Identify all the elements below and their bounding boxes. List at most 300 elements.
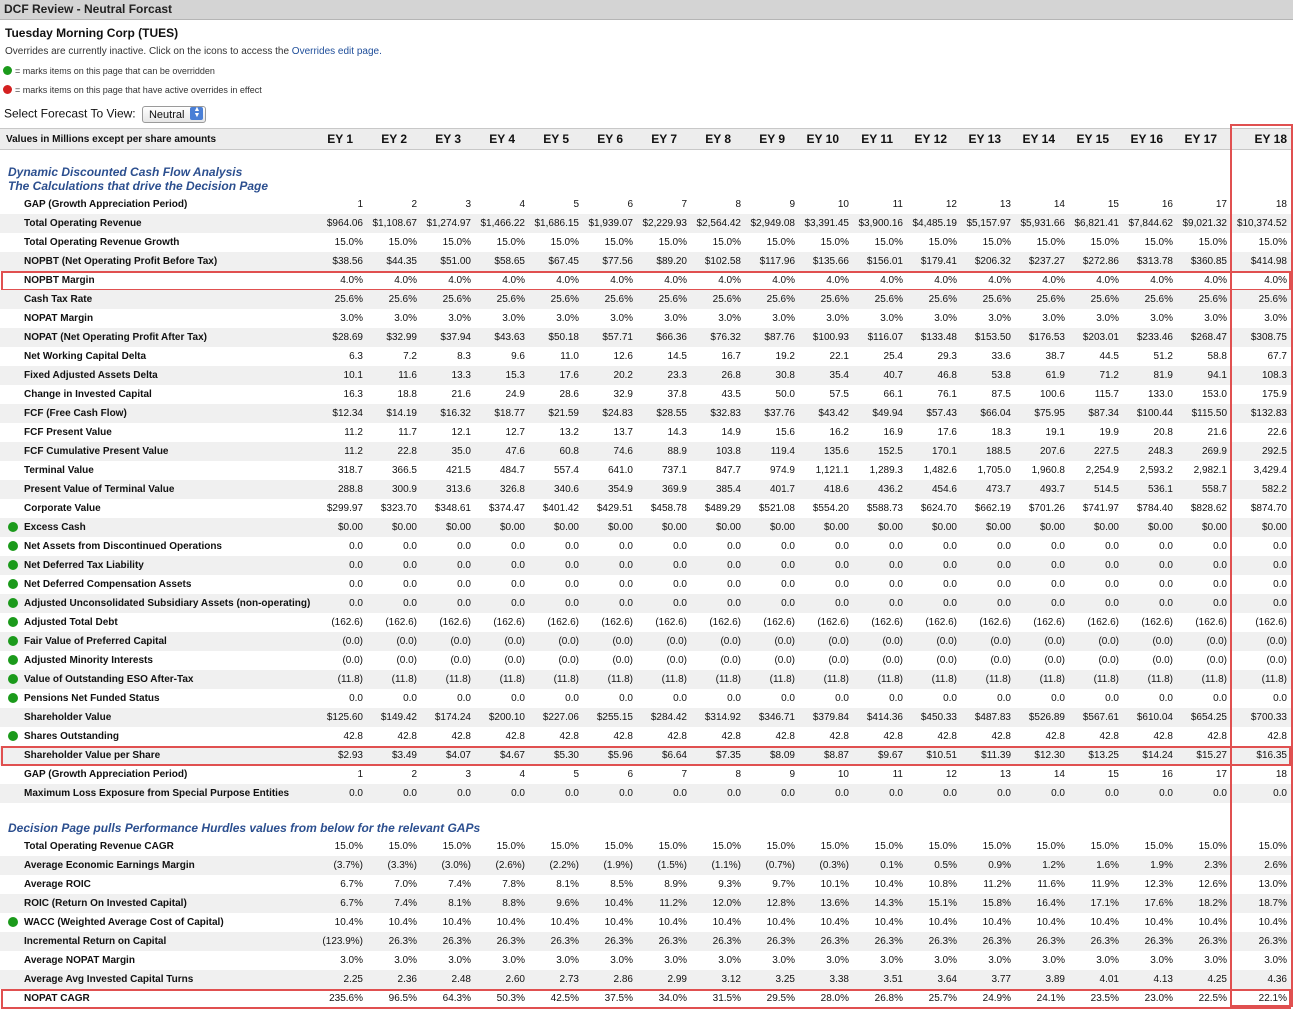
table-cell: 17.6 xyxy=(559,370,579,381)
table-cell: 23.3 xyxy=(667,370,687,381)
table-cell: 8.8% xyxy=(502,898,525,909)
table-cell: 23.5% xyxy=(1090,993,1119,1004)
table-cell: 3.0% xyxy=(610,313,633,324)
table-cell: 15.0% xyxy=(1258,237,1287,248)
table-cell: $16.35 xyxy=(1256,750,1287,761)
table-cell: (162.6) xyxy=(1195,617,1227,628)
table-cell: 0.0 xyxy=(349,598,363,609)
row-highlight xyxy=(1,746,1291,766)
table-cell: $0.00 xyxy=(1261,522,1287,533)
override-dot-icon[interactable] xyxy=(8,731,18,741)
table-cell: 4.0% xyxy=(1042,275,1065,286)
table-cell: 0.0 xyxy=(835,541,849,552)
table-cell: 25.6% xyxy=(442,294,471,305)
table-cell: 6 xyxy=(627,199,633,210)
table-cell: (2.6%) xyxy=(495,860,525,871)
table-cell: 152.5 xyxy=(877,446,903,457)
override-dot-icon[interactable] xyxy=(8,560,18,570)
table-cell: 1,482.6 xyxy=(923,465,957,476)
table-cell: 0.0 xyxy=(889,788,903,799)
table-cell: 0.0 xyxy=(727,598,741,609)
table-cell: (0.0) xyxy=(504,636,525,647)
table-cell: 15.0% xyxy=(658,841,687,852)
table-cell: 51.2 xyxy=(1153,351,1173,362)
table-cell: $1,686.15 xyxy=(534,218,579,229)
table-cell: (0.0) xyxy=(342,655,363,666)
table-cell: 10.4% xyxy=(1144,917,1173,928)
table-cell: $0.00 xyxy=(553,522,579,533)
table-cell: $323.70 xyxy=(380,503,417,514)
table-cell: 12.6% xyxy=(1198,879,1227,890)
table-cell: $21.59 xyxy=(548,408,579,419)
table-cell: $133.48 xyxy=(920,332,957,343)
table-cell: 0.0 xyxy=(727,693,741,704)
table-cell: 2,254.9 xyxy=(1085,465,1119,476)
table-cell: 16 xyxy=(1161,769,1173,780)
table-cell: 0.0 xyxy=(1213,598,1227,609)
table-cell: 50.0 xyxy=(775,389,795,400)
table-cell: $313.78 xyxy=(1136,256,1173,267)
table-cell: 24.9% xyxy=(982,993,1011,1004)
legend-green-text: = marks items on this page that can be overridden xyxy=(15,66,215,76)
table-cell: 26.3% xyxy=(982,936,1011,947)
table-cell: 3.0% xyxy=(340,313,363,324)
row-label: Adjusted Total Debt xyxy=(24,617,118,628)
table-cell: $701.26 xyxy=(1028,503,1065,514)
row-label: Shareholder Value xyxy=(24,712,112,723)
table-cell: 15.0% xyxy=(388,237,417,248)
table-cell: 0.0 xyxy=(1213,788,1227,799)
table-row xyxy=(0,347,1293,366)
forecast-select-label: Select Forecast To View: xyxy=(4,106,136,121)
table-cell: 4.01 xyxy=(1099,974,1119,985)
table-cell: 0.0 xyxy=(403,598,417,609)
override-dot-icon[interactable] xyxy=(8,917,18,927)
table-cell: 7 xyxy=(681,199,687,210)
table-cell: $0.00 xyxy=(823,522,849,533)
table-cell: (1.9%) xyxy=(603,860,633,871)
table-cell: 2,593.2 xyxy=(1139,465,1173,476)
table-cell: 288.8 xyxy=(337,484,363,495)
table-cell: 0.0 xyxy=(943,598,957,609)
table-cell: 10.1% xyxy=(820,879,849,890)
table-cell: 557.4 xyxy=(553,465,579,476)
table-cell: $7,844.62 xyxy=(1128,218,1173,229)
table-row xyxy=(0,932,1293,951)
table-cell: 3.0% xyxy=(1150,955,1173,966)
table-cell: 1.9% xyxy=(1150,860,1173,871)
table-cell: 3.0% xyxy=(772,955,795,966)
table-cell: $9,021.32 xyxy=(1182,218,1227,229)
table-cell: $450.33 xyxy=(920,712,957,723)
table-cell: 0.0 xyxy=(781,560,795,571)
table-cell: 10.4% xyxy=(1198,917,1227,928)
table-cell: 11.2 xyxy=(344,446,363,457)
table-cell: $458.78 xyxy=(650,503,687,514)
table-cell: 0.0 xyxy=(943,788,957,799)
table-cell: $100.93 xyxy=(812,332,849,343)
table-cell: 2.48 xyxy=(451,974,471,985)
table-cell: 3.0% xyxy=(556,955,579,966)
table-cell: 12.7 xyxy=(505,427,525,438)
table-cell: 6.7% xyxy=(340,898,363,909)
table-cell: $135.66 xyxy=(812,256,849,267)
row-label: Fixed Adjusted Assets Delta xyxy=(24,370,158,381)
table-cell: $1,274.97 xyxy=(426,218,471,229)
table-cell: (11.8) xyxy=(607,674,633,685)
overrides-edit-link[interactable]: Overrides edit page. xyxy=(291,46,382,57)
row-label: Adjusted Unconsolidated Subsidiary Assets (non-operating) xyxy=(24,598,311,609)
table-cell: $284.42 xyxy=(650,712,687,723)
table-cell: 0.0 xyxy=(1273,579,1287,590)
table-cell: 0.0 xyxy=(727,579,741,590)
table-cell: 33.6 xyxy=(991,351,1011,362)
table-cell: 42.8 xyxy=(343,731,363,742)
table-cell: 0.0 xyxy=(943,560,957,571)
table-cell: (0.0) xyxy=(936,636,957,647)
forecast-select[interactable] xyxy=(142,106,206,123)
table-cell: 0.0 xyxy=(619,579,633,590)
row-label: NOPBT (Net Operating Profit Before Tax) xyxy=(24,256,218,267)
table-cell: $179.41 xyxy=(920,256,957,267)
row-label: Value of Outstanding ESO After-Tax xyxy=(24,674,194,685)
overrides-note xyxy=(5,46,382,57)
table-cell: 0.0 xyxy=(727,560,741,571)
table-cell: 292.5 xyxy=(1261,446,1287,457)
table-row xyxy=(0,518,1293,537)
table-cell: $11.39 xyxy=(981,750,1011,761)
table-cell: 4.36 xyxy=(1267,974,1287,985)
table-cell: 10.4% xyxy=(496,917,525,928)
override-dot-icon[interactable] xyxy=(8,693,18,703)
row-label: FCF (Free Cash Flow) xyxy=(24,408,127,419)
table-cell: $0.00 xyxy=(931,522,957,533)
table-cell: 0.0 xyxy=(1051,541,1065,552)
table-cell: (0.0) xyxy=(720,636,741,647)
table-cell: $255.15 xyxy=(596,712,633,723)
table-cell: 13 xyxy=(999,199,1011,210)
override-dot-icon[interactable] xyxy=(8,598,18,608)
table-cell: 42.8 xyxy=(883,731,903,742)
column-header: EY 5 xyxy=(543,132,569,146)
table-cell: 26.3% xyxy=(388,936,417,947)
table-cell: 3 xyxy=(465,199,471,210)
table-cell: 22.6 xyxy=(1267,427,1287,438)
table-cell: 4.0% xyxy=(772,275,795,286)
table-cell: 493.7 xyxy=(1039,484,1065,495)
table-cell: $268.47 xyxy=(1190,332,1227,343)
section-dcf-subtitle: The Calculations that drive the Decision Page xyxy=(8,179,269,193)
table-cell: 0.0 xyxy=(673,560,687,571)
row-label: Average Avg Invested Capital Turns xyxy=(24,974,194,985)
table-cell: 40.7 xyxy=(883,370,903,381)
table-cell: 3.0% xyxy=(556,313,579,324)
table-cell: $12.30 xyxy=(1034,750,1065,761)
table-cell: 26.3% xyxy=(712,936,741,947)
table-cell: 6.3 xyxy=(349,351,363,362)
table-cell: 974.9 xyxy=(769,465,795,476)
table-cell: (0.0) xyxy=(828,636,849,647)
table-cell: (11.8) xyxy=(1147,674,1173,685)
table-cell: 15.0% xyxy=(1198,237,1227,248)
table-cell: 100.6 xyxy=(1039,389,1065,400)
table-cell: 4.0% xyxy=(502,275,525,286)
table-cell: $77.56 xyxy=(602,256,633,267)
table-cell: 15.0% xyxy=(1258,841,1287,852)
company-name: Tuesday Morning Corp (TUES) xyxy=(5,26,179,40)
table-cell: $12.34 xyxy=(332,408,363,419)
table-cell: 15.0% xyxy=(820,237,849,248)
override-dot-icon[interactable] xyxy=(8,541,18,551)
table-cell: 25.6% xyxy=(982,294,1011,305)
table-cell: 0.0 xyxy=(619,560,633,571)
table-cell: (0.0) xyxy=(342,636,363,647)
row-label: GAP (Growth Appreciation Period) xyxy=(24,769,188,780)
table-cell: 61.9 xyxy=(1045,370,1065,381)
table-cell: 0.0 xyxy=(349,560,363,571)
table-cell: (0.0) xyxy=(936,655,957,666)
table-cell: (162.6) xyxy=(601,617,633,628)
column-header: EY 12 xyxy=(914,132,947,146)
override-dot-icon[interactable] xyxy=(8,655,18,665)
table-cell: 13.7 xyxy=(613,427,633,438)
table-cell: 313.6 xyxy=(445,484,471,495)
column-header: EY 4 xyxy=(489,132,515,146)
override-dot-icon[interactable] xyxy=(8,579,18,589)
table-cell: 31.5% xyxy=(712,993,741,1004)
table-cell: 1.2% xyxy=(1042,860,1065,871)
table-cell: 3.25 xyxy=(775,974,795,985)
row-label: Shareholder Value per Share xyxy=(24,750,161,761)
table-cell: 66.1 xyxy=(883,389,903,400)
table-cell: $43.63 xyxy=(494,332,525,343)
table-cell: 4.0% xyxy=(1204,275,1227,286)
table-cell: 16.3 xyxy=(343,389,363,400)
table-cell: 3.0% xyxy=(394,313,417,324)
table-cell: $18.77 xyxy=(494,408,525,419)
table-cell: $0.00 xyxy=(769,522,795,533)
table-cell: $0.00 xyxy=(661,522,687,533)
table-cell: (0.0) xyxy=(882,636,903,647)
table-cell: 7.4% xyxy=(448,879,471,890)
table-header xyxy=(0,128,1293,150)
table-cell: 3.51 xyxy=(883,974,903,985)
table-cell: 235.6% xyxy=(329,993,363,1004)
table-cell: 0.0 xyxy=(835,693,849,704)
table-cell: 0.0 xyxy=(997,788,1011,799)
table-cell: 3.38 xyxy=(829,974,849,985)
table-cell: $14.19 xyxy=(386,408,417,419)
table-cell: 3.0% xyxy=(1096,313,1119,324)
table-cell: 47.6 xyxy=(505,446,525,457)
table-cell: 26.3% xyxy=(1036,936,1065,947)
override-dot-icon[interactable] xyxy=(8,674,18,684)
table-cell: 15.0% xyxy=(982,237,1011,248)
table-cell: 42.8 xyxy=(613,731,633,742)
table-cell: 15.0% xyxy=(334,237,363,248)
table-cell: 34.0% xyxy=(658,993,687,1004)
table-cell: 4.0% xyxy=(664,275,687,286)
table-cell: 44.5 xyxy=(1099,351,1119,362)
table-cell: 71.2 xyxy=(1099,370,1119,381)
table-cell: 0.0 xyxy=(835,579,849,590)
window-title: DCF Review - Neutral Forcast xyxy=(4,2,173,16)
table-cell: 0.0 xyxy=(457,541,471,552)
table-row xyxy=(0,837,1293,856)
table-cell: 318.7 xyxy=(337,465,363,476)
table-cell: 26.3% xyxy=(604,936,633,947)
table-cell: 7.0% xyxy=(394,879,417,890)
table-cell: 385.4 xyxy=(715,484,741,495)
table-row xyxy=(0,765,1293,784)
table-cell: 42.8 xyxy=(829,731,849,742)
table-cell: 514.5 xyxy=(1093,484,1119,495)
table-cell: 4.25 xyxy=(1207,974,1227,985)
table-cell: $149.42 xyxy=(380,712,417,723)
table-cell: 32.9 xyxy=(613,389,633,400)
table-cell: (11.8) xyxy=(553,674,579,685)
table-cell: 473.7 xyxy=(985,484,1011,495)
table-cell: 2.60 xyxy=(505,974,525,985)
table-cell: 14.5 xyxy=(667,351,687,362)
table-cell: 207.6 xyxy=(1039,446,1065,457)
table-cell: 0.0 xyxy=(943,693,957,704)
table-cell: 8.1% xyxy=(448,898,471,909)
header-label: Values in Millions except per share amounts xyxy=(6,134,217,145)
table-cell: 3.89 xyxy=(1045,974,1065,985)
table-cell: $102.58 xyxy=(704,256,741,267)
table-cell: 0.0 xyxy=(889,693,903,704)
table-cell: $0.00 xyxy=(715,522,741,533)
table-cell: (162.6) xyxy=(871,617,903,628)
table-cell: (3.7%) xyxy=(333,860,363,871)
override-dot-icon[interactable] xyxy=(8,522,18,532)
table-cell: 2.36 xyxy=(397,974,417,985)
table-cell: 10 xyxy=(837,769,849,780)
table-cell: $32.83 xyxy=(710,408,741,419)
column-header: EY 2 xyxy=(381,132,407,146)
table-row xyxy=(0,670,1293,689)
table-cell: 0.0 xyxy=(1105,788,1119,799)
table-cell: 15 xyxy=(1107,199,1119,210)
table-row xyxy=(0,366,1293,385)
table-cell: 0.0 xyxy=(1159,598,1173,609)
table-cell: 15.8% xyxy=(982,898,1011,909)
table-cell: 19.1 xyxy=(1045,427,1065,438)
table-cell: 14.3 xyxy=(667,427,687,438)
table-cell: $308.75 xyxy=(1250,332,1287,343)
row-label: NOPBT Margin xyxy=(24,275,95,286)
table-cell: 15.0% xyxy=(1144,237,1173,248)
table-cell: 2.3% xyxy=(1204,860,1227,871)
override-dot-icon[interactable] xyxy=(8,636,18,646)
column-header: EY 9 xyxy=(759,132,785,146)
table-cell: 10.4% xyxy=(604,898,633,909)
table-cell: $57.71 xyxy=(602,332,633,343)
table-cell: 25.6% xyxy=(928,294,957,305)
table-cell: 25.6% xyxy=(1198,294,1227,305)
table-cell: 22.8 xyxy=(397,446,417,457)
table-cell: $5,157.97 xyxy=(966,218,1011,229)
table-cell: $38.56 xyxy=(332,256,363,267)
select-arrows-icon: ▲ ▼ xyxy=(190,107,203,120)
table-cell: 0.0 xyxy=(1051,788,1065,799)
table-cell: 12.3% xyxy=(1144,879,1173,890)
table-cell: 6.7% xyxy=(340,879,363,890)
column-header: EY 16 xyxy=(1130,132,1163,146)
table-cell: 9 xyxy=(789,769,795,780)
table-cell: 42.8 xyxy=(1099,731,1119,742)
table-cell: 25.6% xyxy=(766,294,795,305)
table-cell: 0.0 xyxy=(1213,541,1227,552)
table-cell: 25.4 xyxy=(883,351,903,362)
table-cell: $14.24 xyxy=(1142,750,1173,761)
table-cell: (11.8) xyxy=(1039,674,1065,685)
table-cell: (162.6) xyxy=(979,617,1011,628)
table-cell: 0.0 xyxy=(457,579,471,590)
table-cell: 15.0% xyxy=(874,237,903,248)
table-cell: 10 xyxy=(837,199,849,210)
table-cell: 0.1% xyxy=(880,860,903,871)
table-cell: 2 xyxy=(411,769,417,780)
table-cell: 5 xyxy=(573,199,579,210)
table-cell: 15 xyxy=(1107,769,1119,780)
table-cell: 1 xyxy=(357,769,363,780)
table-cell: $75.95 xyxy=(1034,408,1065,419)
table-cell: $3,900.16 xyxy=(858,218,903,229)
table-cell: 0.5% xyxy=(934,860,957,871)
table-cell: $37.94 xyxy=(440,332,471,343)
table-cell: 25.6% xyxy=(334,294,363,305)
table-row xyxy=(0,499,1293,518)
table-cell: $76.32 xyxy=(710,332,741,343)
table-cell: 11.6% xyxy=(1037,879,1065,890)
table-cell: $0.00 xyxy=(607,522,633,533)
table-cell: (0.0) xyxy=(666,655,687,666)
table-cell: 0.0 xyxy=(1105,693,1119,704)
table-cell: 582.2 xyxy=(1261,484,1287,495)
table-cell: $153.50 xyxy=(974,332,1011,343)
table-cell: 42.8 xyxy=(505,731,525,742)
table-cell: (162.6) xyxy=(493,617,525,628)
override-dot-icon[interactable] xyxy=(8,617,18,627)
table-cell: 15.0% xyxy=(496,237,525,248)
table-cell: 42.8 xyxy=(559,731,579,742)
table-cell: 25.6% xyxy=(1258,294,1287,305)
table-cell: 4.0% xyxy=(718,275,741,286)
table-cell: 10.4% xyxy=(388,917,417,928)
table-cell: 454.6 xyxy=(931,484,957,495)
table-cell: (0.0) xyxy=(396,636,417,647)
table-row xyxy=(0,328,1293,347)
table-cell: $44.35 xyxy=(386,256,417,267)
table-cell: $5.96 xyxy=(607,750,633,761)
table-cell: 3.0% xyxy=(1204,313,1227,324)
table-cell: 421.5 xyxy=(445,465,471,476)
table-cell: (0.0) xyxy=(504,655,525,666)
table-cell: 0.0 xyxy=(673,788,687,799)
table-cell: 0.0 xyxy=(1105,560,1119,571)
table-cell: 0.0 xyxy=(1159,560,1173,571)
table-cell: (0.0) xyxy=(396,655,417,666)
table-cell: 15.1% xyxy=(928,898,957,909)
table-cell: 26.3% xyxy=(1198,936,1227,947)
table-cell: 3.0% xyxy=(394,955,417,966)
table-cell: 354.9 xyxy=(607,484,633,495)
row-label: Net Assets from Discontinued Operations xyxy=(24,541,222,552)
table-cell: 0.0 xyxy=(349,788,363,799)
table-cell: $489.29 xyxy=(704,503,741,514)
